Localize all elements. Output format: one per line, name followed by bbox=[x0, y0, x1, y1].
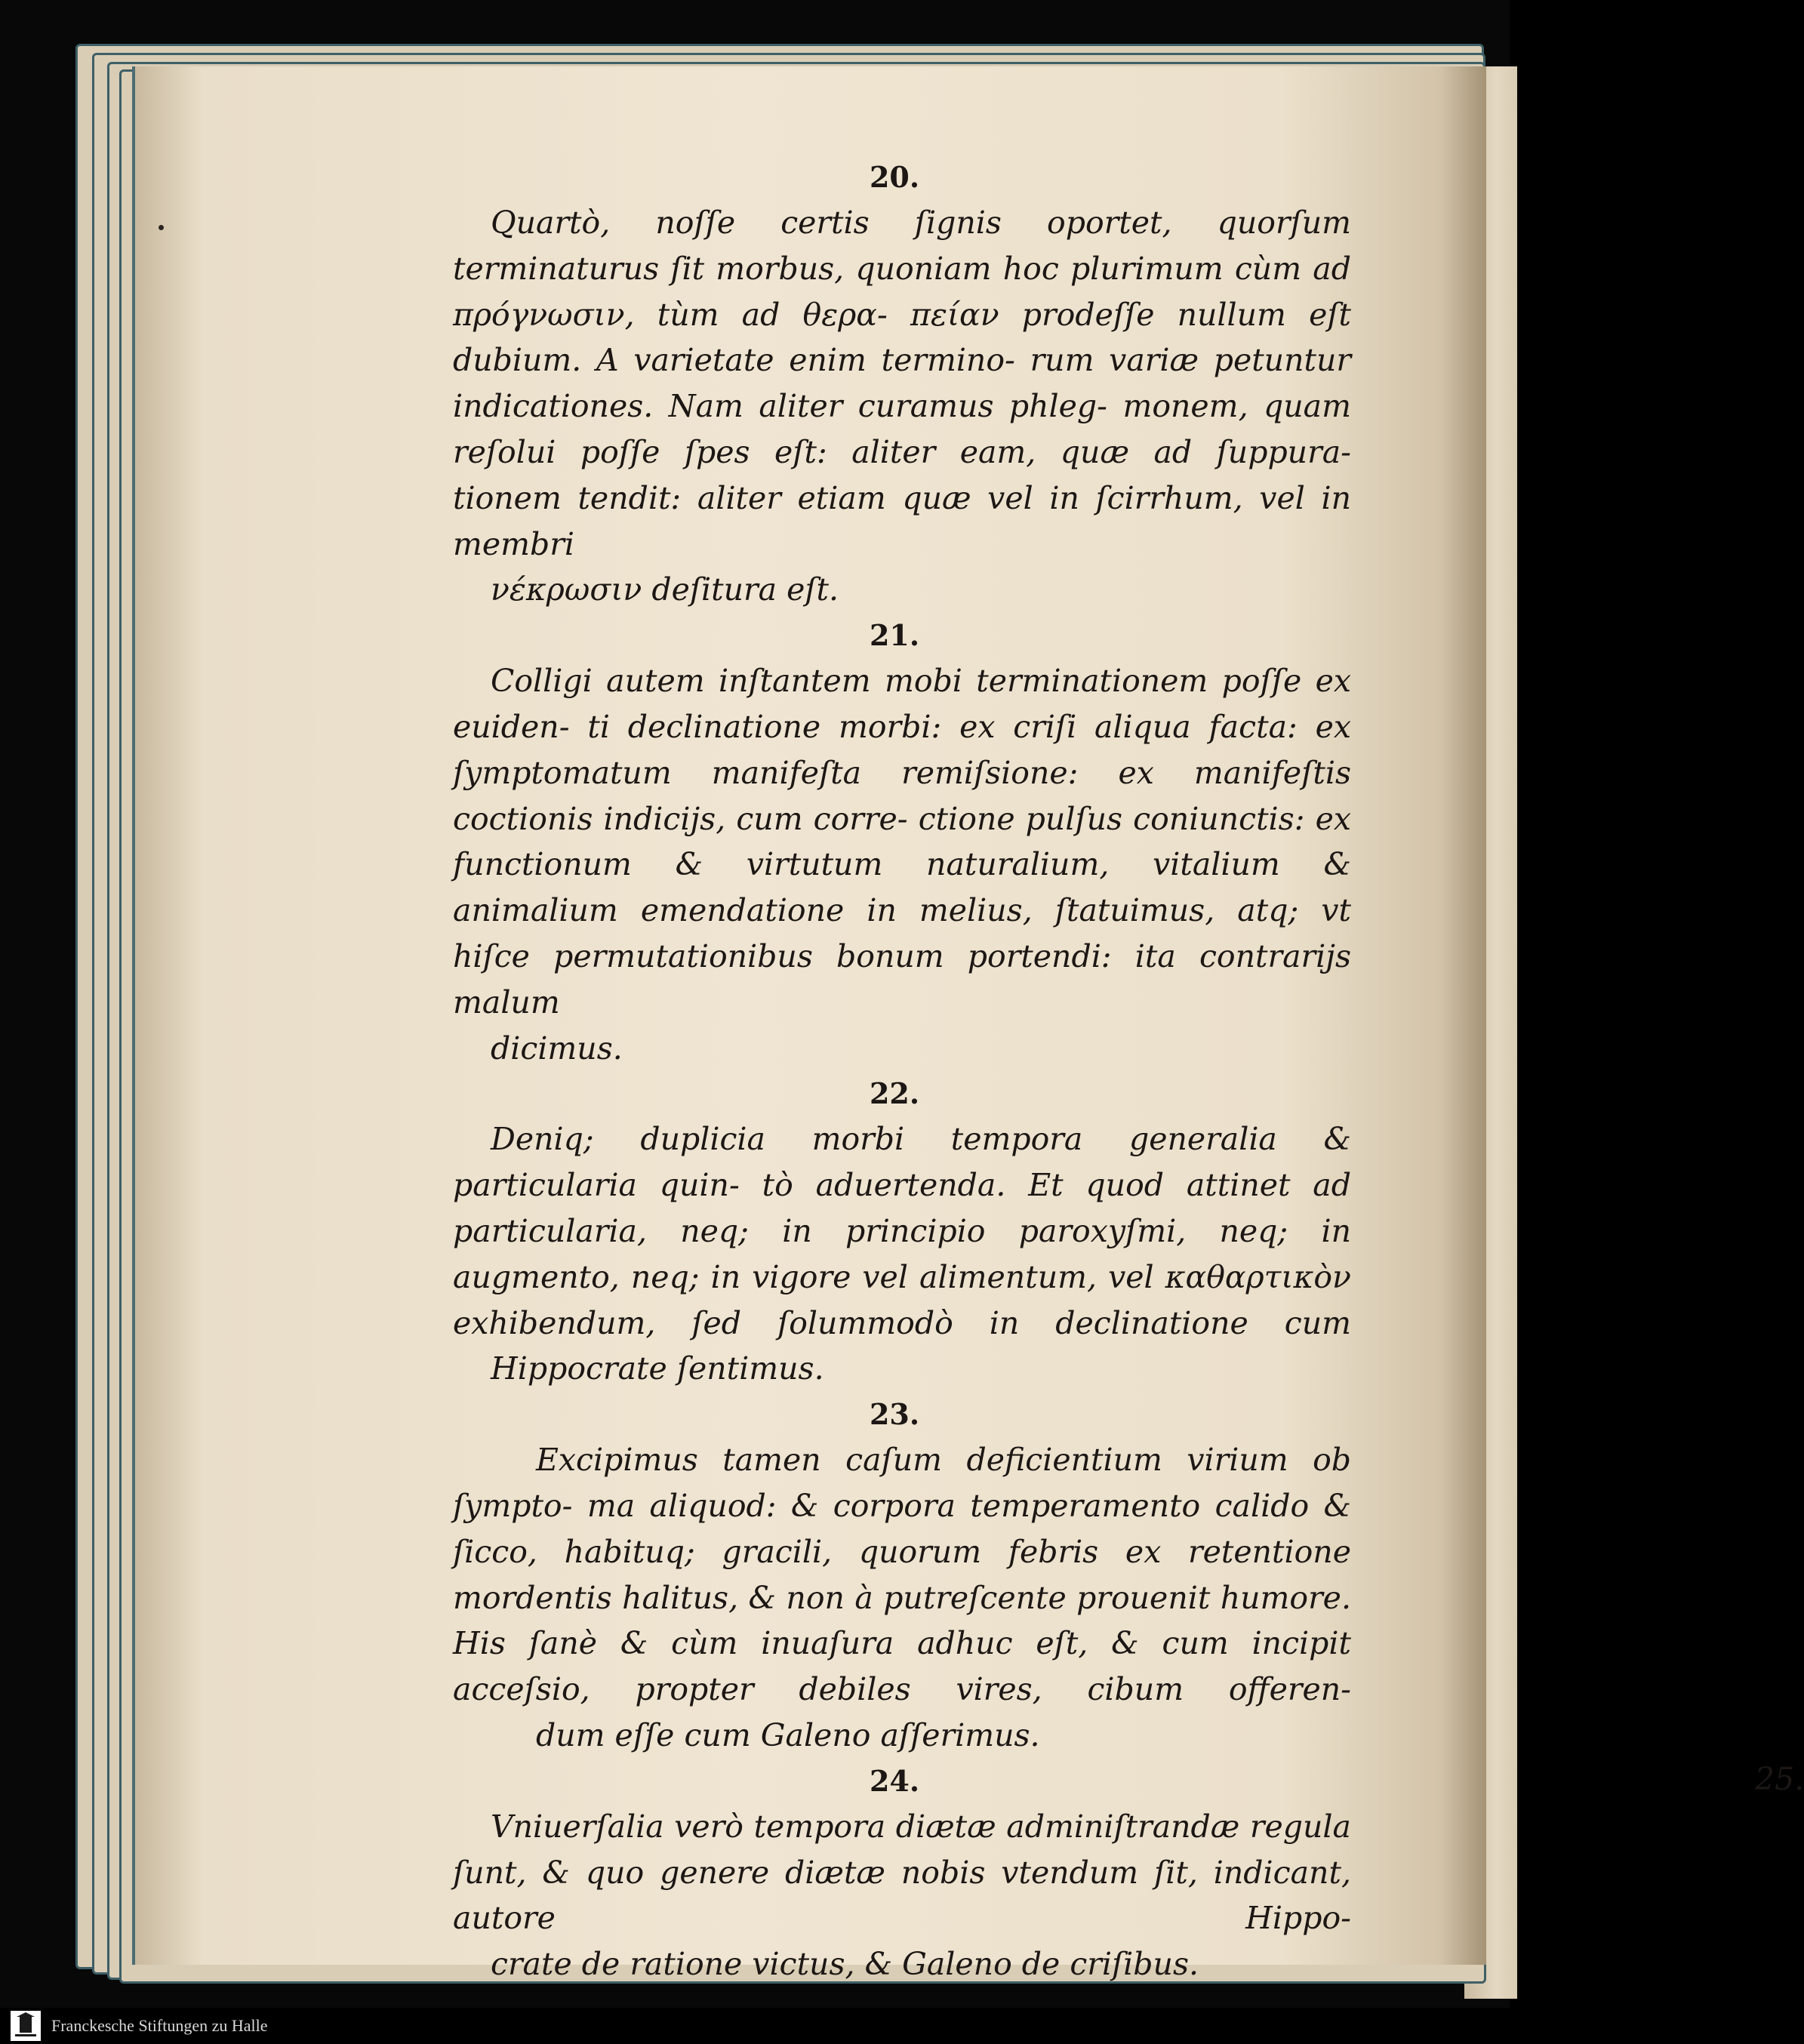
text-line: Colligi autem inſtantem mobi terminationem poſſe ex euiden- bbox=[453, 663, 1351, 745]
paragraph bbox=[453, 1804, 1351, 1987]
text-line: vt hiſce permutationibus bonum portendi: ita contrarijs malum bbox=[453, 892, 1351, 1020]
text-line: νέκρωσιν deſitura eſt. bbox=[491, 571, 839, 608]
paragraph bbox=[453, 1116, 1351, 1392]
text-line: ma aliquod: & corpora temperamento calido & ſicco, habituq; bbox=[453, 1487, 1351, 1570]
text-line: tò aduertenda. Et quod attinet ad particularia, neq; in principio bbox=[453, 1167, 1351, 1249]
paragraph bbox=[453, 1437, 1351, 1759]
page-gutter-shadow bbox=[1441, 66, 1486, 1965]
catchword: 25. bbox=[1755, 1761, 1804, 1797]
section-number: 20. bbox=[869, 160, 920, 194]
text-line: Hippocrate ſentimus. bbox=[491, 1350, 824, 1387]
footer-bar bbox=[0, 2008, 1510, 2044]
francke-foundations-logo-icon[interactable] bbox=[11, 2011, 41, 2041]
text-line: πείαν prodeſſe nullum eſt dubium. A varietate enim termino- bbox=[453, 296, 1351, 379]
text-line: paroxyſmi, neq; in augmento, neq; in vigore vel alimentum, vel bbox=[453, 1212, 1351, 1295]
text-line: rum variæ petuntur indicationes. Nam aliter curamus phleg- bbox=[453, 342, 1351, 425]
text-line: Deniq; duplicia morbi tempora generalia & particularia quin- bbox=[453, 1121, 1351, 1204]
text-line: putreſcente prouenit humore. His ſanè & cùm inuaſura adhuc bbox=[453, 1579, 1351, 1662]
section-number: 21. bbox=[869, 618, 920, 653]
paragraph bbox=[453, 200, 1351, 613]
text-line: morbus, quoniam hoc plurimum cùm ad πρόγνωσιν, tùm ad θερα- bbox=[453, 250, 1351, 333]
text-line: crate de ratione victus, & Galeno de criſibus. bbox=[491, 1946, 1199, 1983]
text-line: gracili, quorum febris ex retentione mordentis halitus, & non à bbox=[453, 1533, 1351, 1616]
page-text bbox=[453, 155, 1804, 1987]
text-line: dum eſſe cum Galeno aſſerimus. bbox=[536, 1716, 1040, 1753]
text-line: & quo genere diætæ nobis vtendum ſit, indicant, autore Hippo- bbox=[453, 1854, 1351, 1937]
text-line: dicimus. bbox=[491, 1030, 623, 1067]
text-line: Quartò, noſſe certis ſignis oportet, quorſum terminaturus ſit bbox=[453, 205, 1351, 287]
ink-spot bbox=[159, 225, 164, 230]
section-number: 22. bbox=[869, 1076, 920, 1111]
section-number: 24. bbox=[869, 1763, 920, 1798]
text-line: Vniuerſalia verò tempora diætæ adminiſtrandæ regula ſunt, bbox=[453, 1808, 1351, 1891]
text-line: tionem tendit: aliter etiam quæ vel in ſcirrhum, vel in membri bbox=[453, 479, 1351, 562]
section-number: 23. bbox=[869, 1397, 920, 1432]
institution-name[interactable]: Franckesche Stiftungen zu Halle bbox=[51, 2016, 268, 2035]
text-line: manifeſta remiſsione: ex manifeſtis coctionis indicijs, cum corre- bbox=[453, 754, 1351, 837]
text-line: ti declinatione morbi: ex criſi aliqua facta: ex ſymptomatum bbox=[453, 708, 1351, 791]
text-line: ctione pulſus coniunctis: ex functionum & virtutum naturalium, bbox=[453, 800, 1351, 883]
paragraph bbox=[453, 658, 1351, 1071]
text-line: eſt, & cum incipit acceſsio, propter debiles vires, cibum offeren- bbox=[453, 1625, 1351, 1708]
text-line: καθαρτικὸν exhibendum, ſed ſolummodò in declinatione cum bbox=[453, 1258, 1351, 1341]
text-line: vitalium & animalium emendatione in melius, ſtatuimus, atq; bbox=[453, 846, 1352, 929]
text-line: monem, quam reſolui poſſe ſpes eſt: aliter eam, quæ ad ſuppura- bbox=[453, 388, 1351, 470]
text-line: Excipimus tamen caſum deficientium virium ob ſympto- bbox=[453, 1442, 1351, 1524]
